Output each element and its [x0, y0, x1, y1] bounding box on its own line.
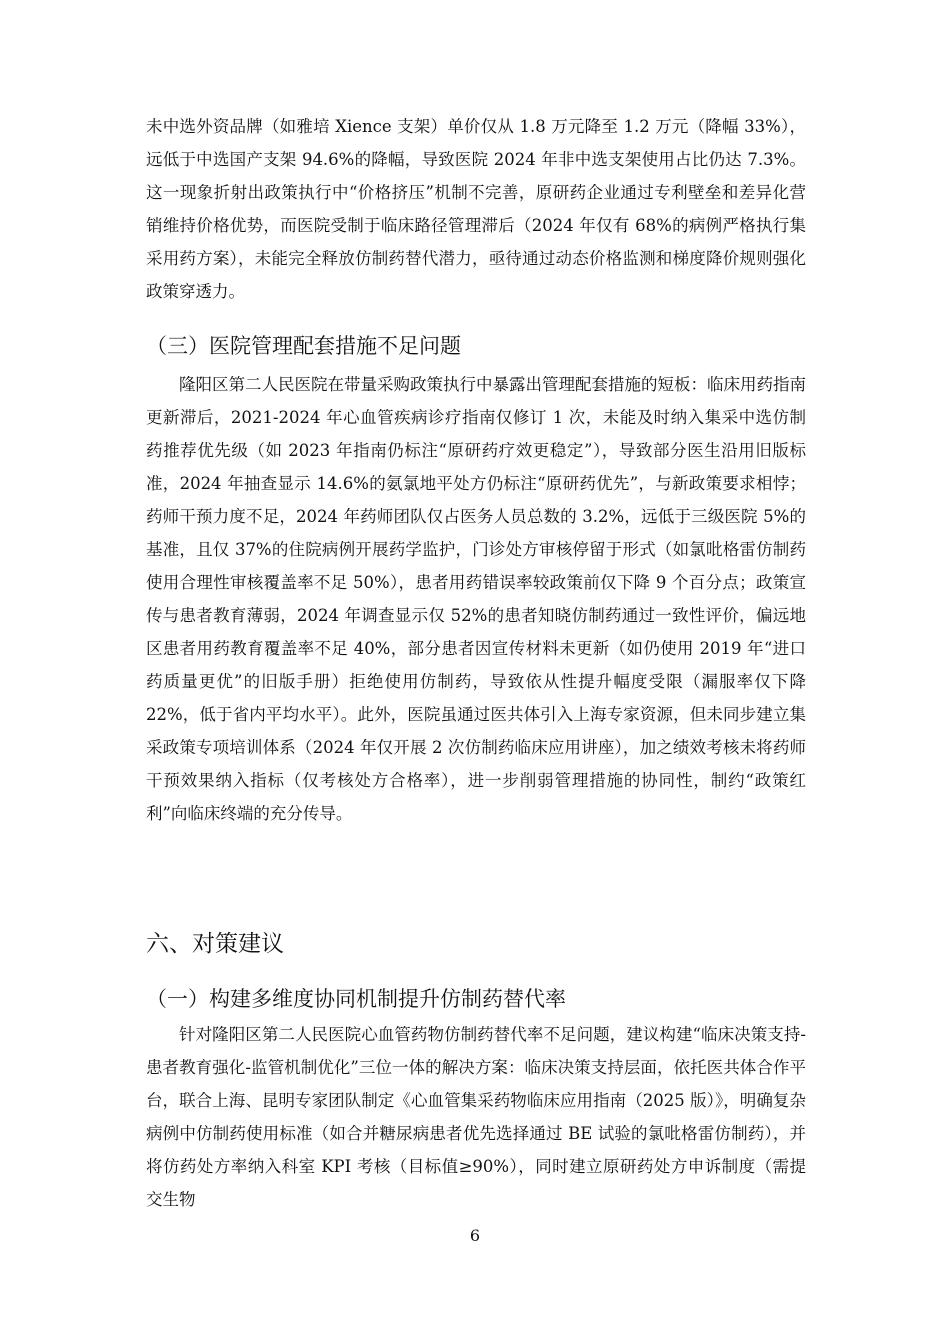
body-paragraph-solution-proposal: 针对隆阳区第二人民医院心血管药物仿制药替代率不足问题，建议构建“临床决策支持-患者教育强化-监管机制优化”三位一体的解决方案：临床决策支持层面，依托医共体合作平台，联合上海、昆明专家团队制定《心血管集采药物临床应用指南（2025 版）》，明确复杂病例中仿制药使用标准（如合并糖尿病患者优先选择通过 BE 试验的氯吡格雷仿制药），并将仿药处方率纳入科室 KPI 考核（目标值≥90%），同时建立原研药处方申诉制度（需提交生物	[146, 1025, 806, 1209]
page-number: 6	[469, 1226, 481, 1245]
body-paragraph-price-gap: 未中选外资品牌（如雅培 Xience 支架）单价仅从 1.8 万元降至 1.2 万元（降幅 33%），远低于中选国产支架 94.6%的降幅，导致医院 2024 年非中选支架使用占比仍达 7.3%。这一现象折射出政策执行中“价格挤压”机制不完善，原研药企业通过专利壁垒和差异化营销维持价格优势，而医院受制于临床路径管理滞后（2024 年仅有 68%的病例严格执行集采用药方案），未能完全释放仿制药替代潜力，亟待通过动态价格监测和梯度降价规则强化政策穿透力。	[146, 117, 806, 301]
section-heading-hospital-management: （三）医院管理配套措施不足问题	[146, 334, 461, 358]
body-paragraph-management-shortcomings: 隆阳区第二人民医院在带量采购政策执行中暴露出管理配套措施的短板：临床用药指南更新滞后，2021-2024 年心血管疾病诊疗指南仅修订 1 次，未能及时纳入集采中选仿制药推荐优先级（如 2023 年指南仍标注“原研药疗效更稳定”），导致部分医生沿用旧版标准，2024 年抽查显示 14.6%的氨氯地平处方仍标注“原研药优先”，与新政策要求相悖；药师干预力度不足，2024 年药师团队仅占医务人员总数的 3.2%，远低于三级医院 5%的基准，且仅 37%的住院病例开展药学监护，门诊处方审核停留于形式（如氯吡格雷仿制药使用合理性审核覆盖率不足 50%），患者用药错误率较政策前仅下降 9 个百分点；政策宣传与患者教育薄弱，2024 年调查显示仅 52%的患者知晓仿制药通过一致性评价，偏远地区患者用药教育覆盖率不足 40%，部分患者因宣传材料未更新（如仍使用 2019 年“进口药质量更优”的旧版手册）拒绝使用仿制药，导致依从性提升幅度受限（漏服率仅下降 22%，低于省内平均水平）。此外，医院虽通过医共体引入上海专家资源，但未同步建立集采政策专项培训体系（2024 年仅开展 2 次仿制药临床应用讲座），加之绩效考核未将药师干预效果纳入指标（仅考核处方合格率），进一步削弱管理措施的协同性，制约“政策红利”向临床终端的充分传导。	[146, 375, 806, 823]
section-heading-collaborative-mechanism: （一）构建多维度协同机制提升仿制药替代率	[146, 987, 566, 1011]
chapter-heading-countermeasures: 六、对策建议	[146, 931, 284, 957]
